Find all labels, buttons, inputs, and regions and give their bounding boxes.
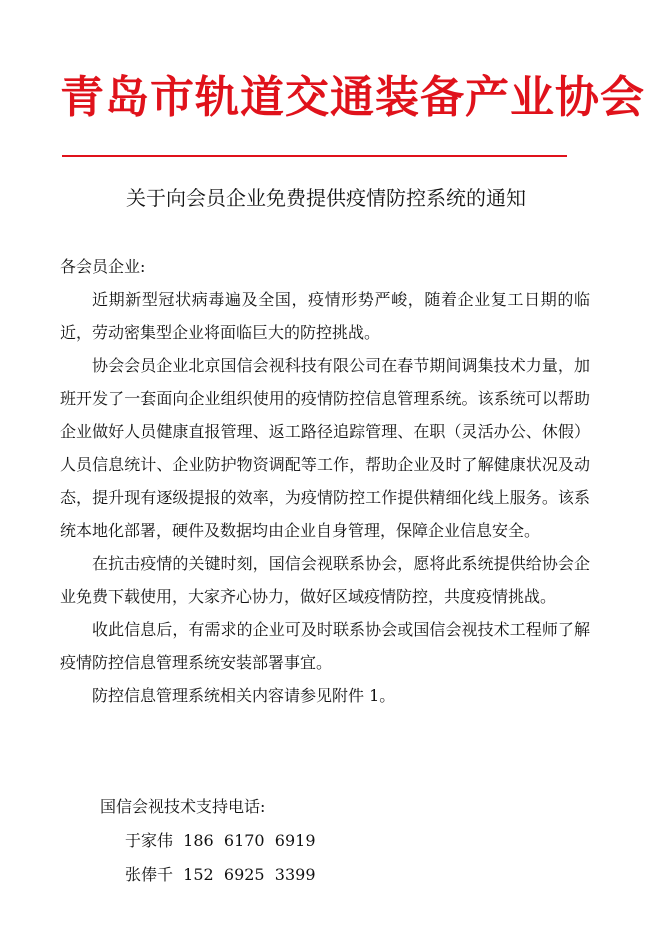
contact-entry: 张俸千 152 6925 3399	[125, 865, 316, 884]
contact-block	[100, 790, 580, 892]
notice-body	[60, 250, 590, 712]
notice-title: 关于向会员企业免费提供疫情防控系统的通知	[126, 186, 526, 210]
paragraph-3: 在抗击疫情的关键时刻，国信会视联系协会，愿将此系统提供给协会企业免费下载使用，大家齐心协力，做好区域疫情防控，共度疫情挑战。	[60, 554, 590, 606]
paragraph-4: 收此信息后，有需求的企业可及时联系协会或国信会视技术工程师了解疫情防控信息管理系统安装部署事宜。	[60, 620, 590, 672]
paragraph-1: 近期新型冠状病毒遍及全国，疫情形势严峻，随着企业复工日期的临近，劳动密集型企业将面临巨大的防控挑战。	[60, 290, 590, 342]
organization-letterhead: 青岛市轨道交通装备产业协会	[60, 72, 645, 123]
contact-heading: 国信会视技术支持电话:	[100, 797, 266, 816]
letterhead-red-rule	[62, 155, 567, 157]
salutation: 各会员企业:	[60, 257, 146, 276]
paragraph-2: 协会会员企业北京国信会视科技有限公司在春节期间调集技术力量，加班开发了一套面向企业组织使用的疫情防控信息管理系统。该系统可以帮助企业做好人员健康直报管理、返工路径追踪管理、在职（灵活办公、休假）人员信息统计、企业防护物资调配等工作，帮助企业及时了解健康状况及动态，提升现有逐级提报的效率，为疫情防控工作提供精细化线上服务。该系统本地化部署，硬件及数据均由企业自身管理，保障企业信息安全。	[60, 356, 590, 540]
contact-entry: 于家伟 186 6170 6919	[125, 831, 316, 850]
paragraph-5: 防控信息管理系统相关内容请参见附件 1。	[92, 686, 396, 705]
